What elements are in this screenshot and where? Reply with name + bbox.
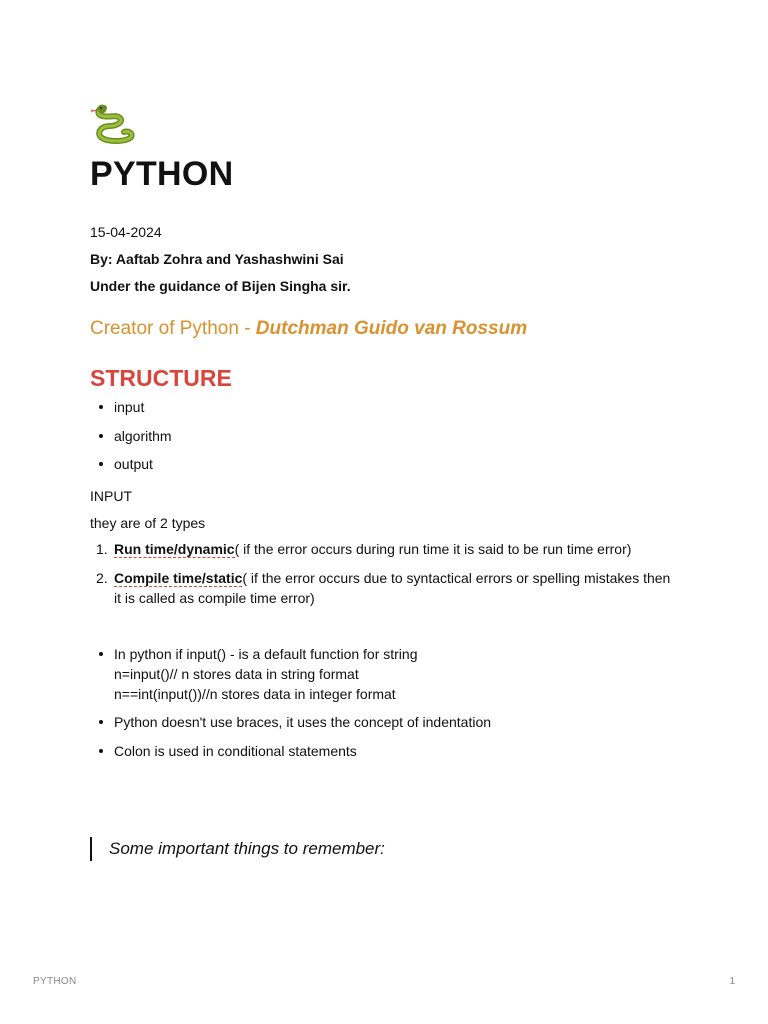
type-term: Run time/dynamic — [114, 540, 235, 557]
type-description: ( if the error occurs during run time it is said to be run time error) — [234, 540, 632, 557]
notes-list — [90, 644, 680, 761]
list-number: 1. — [96, 540, 108, 557]
document-authors: By: Aaftab Zohra and Yashashwini Sai — [90, 251, 344, 267]
input-types-list — [90, 539, 680, 608]
structure-list — [90, 397, 680, 474]
list-item — [114, 644, 680, 704]
page-number: 1 — [729, 976, 735, 987]
note-line: n=input()// n stores data in string format — [114, 665, 359, 682]
list-item: input — [114, 397, 680, 417]
footer-title: PYTHON — [33, 976, 77, 987]
note-line: In python if input() - is a default function for string — [114, 645, 418, 662]
document-guidance: Under the guidance of Bijen Singha sir. — [90, 278, 351, 294]
list-item: output — [114, 454, 680, 474]
creator-heading — [90, 315, 680, 343]
list-item: Python doesn't use braces, it uses the concept of indentation — [114, 712, 680, 732]
list-item — [96, 568, 680, 608]
list-item — [96, 539, 680, 559]
list-item: Colon is used in conditional statements — [114, 741, 680, 761]
type-description: ( if the error occurs due to syntactical errors or spelling mistakes then it is called as compile time error) — [114, 569, 671, 606]
document-date: 15-04-2024 — [90, 224, 162, 240]
callout-quote: Some important things to remember: — [90, 837, 385, 861]
list-item: algorithm — [114, 426, 680, 446]
page-title: PYTHON — [90, 155, 234, 193]
creator-name: Dutchman Guido van Rossum — [255, 318, 528, 339]
list-number: 2. — [96, 569, 108, 586]
input-label: INPUT — [90, 487, 132, 504]
input-intro: they are of 2 types — [90, 514, 206, 531]
note-line: n==int(input())//n stores data in integer format — [114, 685, 396, 702]
structure-heading: STRUCTURE — [90, 365, 232, 391]
type-term: Compile time/static — [114, 569, 243, 586]
document-page — [90, 100, 680, 769]
snake-icon — [90, 100, 138, 148]
creator-prefix: Creator of Python - — [90, 318, 256, 339]
